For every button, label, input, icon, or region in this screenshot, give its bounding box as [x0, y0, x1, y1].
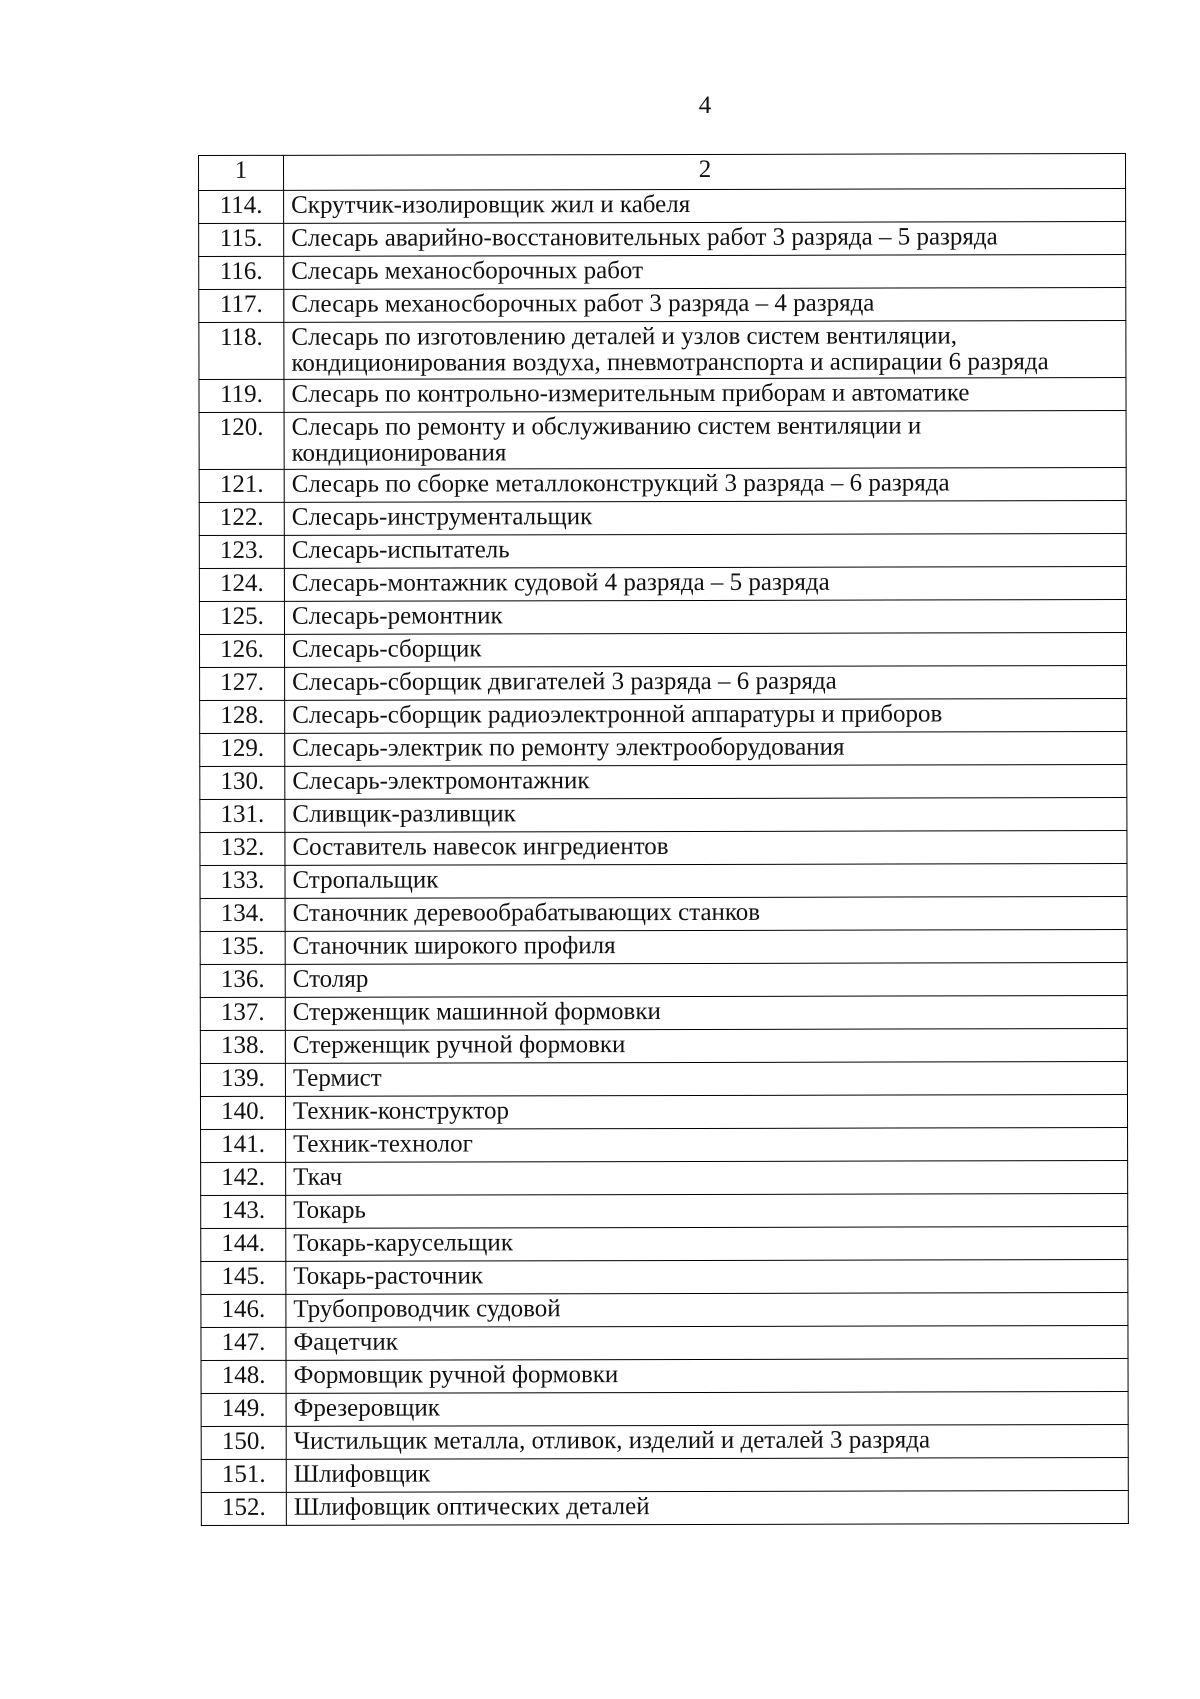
row-number: 124.: [199, 568, 284, 601]
row-number: 132.: [200, 832, 285, 865]
row-number: 138.: [200, 1030, 285, 1063]
professions-table-container: [198, 153, 1129, 1526]
row-profession: Слесарь механосборочных работ: [284, 255, 1126, 290]
table-row: [199, 411, 1126, 470]
row-number: 119.: [199, 379, 284, 412]
table-row: [200, 699, 1127, 734]
row-number: 123.: [199, 535, 284, 568]
row-number: 120.: [199, 412, 284, 469]
row-profession: Слесарь по ремонту и обслуживанию систем вентиляции и кондиционирования: [284, 411, 1126, 470]
table-row: [199, 468, 1126, 503]
row-number: 116.: [199, 256, 284, 289]
row-profession: Станочник деревообрабатывающих станков: [285, 897, 1127, 932]
row-profession: Слесарь-сборщик двигателей 3 разряда – 6 разряда: [285, 666, 1127, 701]
header-column-number: 1: [199, 155, 284, 190]
row-number: 133.: [200, 865, 285, 898]
table-row: [199, 567, 1126, 602]
table-row: [200, 963, 1127, 998]
row-profession: Слесарь механосборочных работ 3 разряда – 4 разряда: [284, 288, 1126, 323]
row-profession: Токарь: [286, 1194, 1128, 1229]
row-profession: Слесарь по контрольно-измерительным приборам и автоматике: [284, 378, 1126, 413]
row-profession: Станочник широкого профиля: [285, 930, 1127, 965]
row-number: 145.: [201, 1261, 286, 1294]
table-row: [201, 1392, 1128, 1427]
row-profession: Чистильщик металла, отливок, изделий и деталей 3 разряда: [286, 1425, 1128, 1460]
row-profession: Стропальщик: [285, 864, 1127, 899]
row-profession: Токарь-карусельщик: [286, 1227, 1128, 1262]
row-number: 147.: [201, 1327, 286, 1360]
row-number: 122.: [199, 502, 284, 535]
row-profession: Ткач: [286, 1161, 1128, 1196]
table-row: [199, 189, 1126, 224]
table-row: [199, 321, 1126, 380]
table-row: [199, 255, 1126, 290]
table-row: [201, 1161, 1128, 1196]
row-number: 137.: [200, 997, 285, 1030]
professions-table-body: [199, 154, 1129, 1526]
row-profession: Формовщик ручной формовки: [286, 1359, 1128, 1394]
table-row: [200, 1095, 1127, 1130]
table-row: [199, 534, 1126, 569]
row-profession: Скрутчик-изолировщик жил и кабеля: [284, 189, 1126, 224]
row-number: 150.: [201, 1426, 286, 1459]
row-number: 143.: [201, 1195, 286, 1228]
row-number: 134.: [200, 898, 285, 931]
row-number: 152.: [201, 1492, 286, 1525]
table-row: [200, 666, 1127, 701]
row-profession: Слесарь-испытатель: [284, 534, 1126, 569]
table-row: [199, 600, 1126, 635]
row-profession: Шлифовщик оптических деталей: [286, 1491, 1128, 1526]
row-profession: Стерженщик ручной формовки: [285, 1029, 1127, 1064]
row-number: 141.: [201, 1129, 286, 1162]
table-row: [201, 1227, 1128, 1262]
row-profession: Слесарь-ремонтник: [284, 600, 1126, 635]
row-number: 148.: [201, 1360, 286, 1393]
table-row: [199, 378, 1126, 413]
row-number: 115.: [199, 223, 284, 256]
row-profession: Слесарь аварийно-восстановительных работ 3 разряда – 5 разряда: [284, 222, 1126, 257]
table-row: [200, 897, 1127, 932]
row-profession: Фрезеровщик: [286, 1392, 1128, 1427]
table-row: [200, 765, 1127, 800]
row-number: 144.: [201, 1228, 286, 1261]
table-row: [200, 798, 1127, 833]
row-number: 128.: [200, 700, 285, 733]
row-number: 149.: [201, 1393, 286, 1426]
row-profession: Техник-конструктор: [285, 1095, 1127, 1130]
row-profession: Слесарь-электрик по ремонту электрооборудования: [285, 732, 1127, 767]
row-profession: Сливщик-разливщик: [285, 798, 1127, 833]
table-row: [200, 732, 1127, 767]
row-number: 151.: [201, 1459, 286, 1492]
table-row: [201, 1260, 1128, 1295]
row-number: 129.: [200, 733, 285, 766]
header-column-text: 2: [284, 154, 1126, 191]
table-row: [201, 1326, 1128, 1361]
table-row: [199, 288, 1126, 323]
row-profession: Слесарь по сборке металлоконструкций 3 разряда – 6 разряда: [284, 468, 1126, 503]
row-number: 127.: [200, 667, 285, 700]
table-row: [201, 1491, 1128, 1526]
row-profession: Слесарь-электромонтажник: [285, 765, 1127, 800]
table-row: [201, 1194, 1128, 1229]
row-number: 130.: [200, 766, 285, 799]
page-number: 4: [698, 92, 712, 119]
row-profession: Шлифовщик: [286, 1458, 1128, 1493]
row-profession: Слесарь-сборщик радиоэлектронной аппаратуры и приборов: [285, 699, 1127, 734]
row-profession: Техник-технолог: [286, 1128, 1128, 1163]
row-profession: Слесарь-монтажник судовой 4 разряда – 5 разряда: [284, 567, 1126, 602]
row-profession: Слесарь-инструментальщик: [284, 501, 1126, 536]
table-row: [201, 1425, 1128, 1460]
table-row: [200, 864, 1127, 899]
row-number: 146.: [201, 1294, 286, 1327]
row-profession: Слесарь-сборщик: [285, 633, 1127, 668]
row-profession: Трубопроводчик судовой: [286, 1293, 1128, 1328]
row-profession: Токарь-расточник: [286, 1260, 1128, 1295]
row-number: 135.: [200, 931, 285, 964]
row-number: 139.: [200, 1063, 285, 1096]
row-profession: Фацетчик: [286, 1326, 1128, 1361]
row-number: 140.: [200, 1096, 285, 1129]
table-row: [199, 222, 1126, 257]
row-profession: Составитель навесок ингредиентов: [285, 831, 1127, 866]
table-row: [201, 1293, 1128, 1328]
row-number: 121.: [199, 469, 284, 502]
table-row: [201, 1128, 1128, 1163]
row-number: 142.: [201, 1162, 286, 1195]
table-row: [200, 831, 1127, 866]
table-row: [200, 1029, 1127, 1064]
row-profession: Столяр: [285, 963, 1127, 998]
row-profession: Термист: [285, 1062, 1127, 1097]
table-row: [201, 1359, 1128, 1394]
table-header-row: [199, 154, 1126, 191]
row-number: 118.: [199, 322, 284, 379]
row-number: 125.: [199, 601, 284, 634]
row-profession: Стерженщик машинной формовки: [285, 996, 1127, 1031]
table-row: [201, 1458, 1128, 1493]
table-row: [200, 930, 1127, 965]
table-row: [199, 501, 1126, 536]
table-row: [200, 996, 1127, 1031]
professions-table: [198, 153, 1129, 1526]
row-number: 136.: [200, 964, 285, 997]
table-row: [200, 633, 1127, 668]
row-number: 114.: [199, 190, 284, 223]
table-row: [200, 1062, 1127, 1097]
row-profession: Слесарь по изготовлению деталей и узлов систем вентиляции, кондиционирования воздуха, пневмотранспорта и аспирации 6 разряда: [284, 321, 1126, 380]
row-number: 126.: [200, 634, 285, 667]
row-number: 131.: [200, 799, 285, 832]
row-number: 117.: [199, 289, 284, 322]
